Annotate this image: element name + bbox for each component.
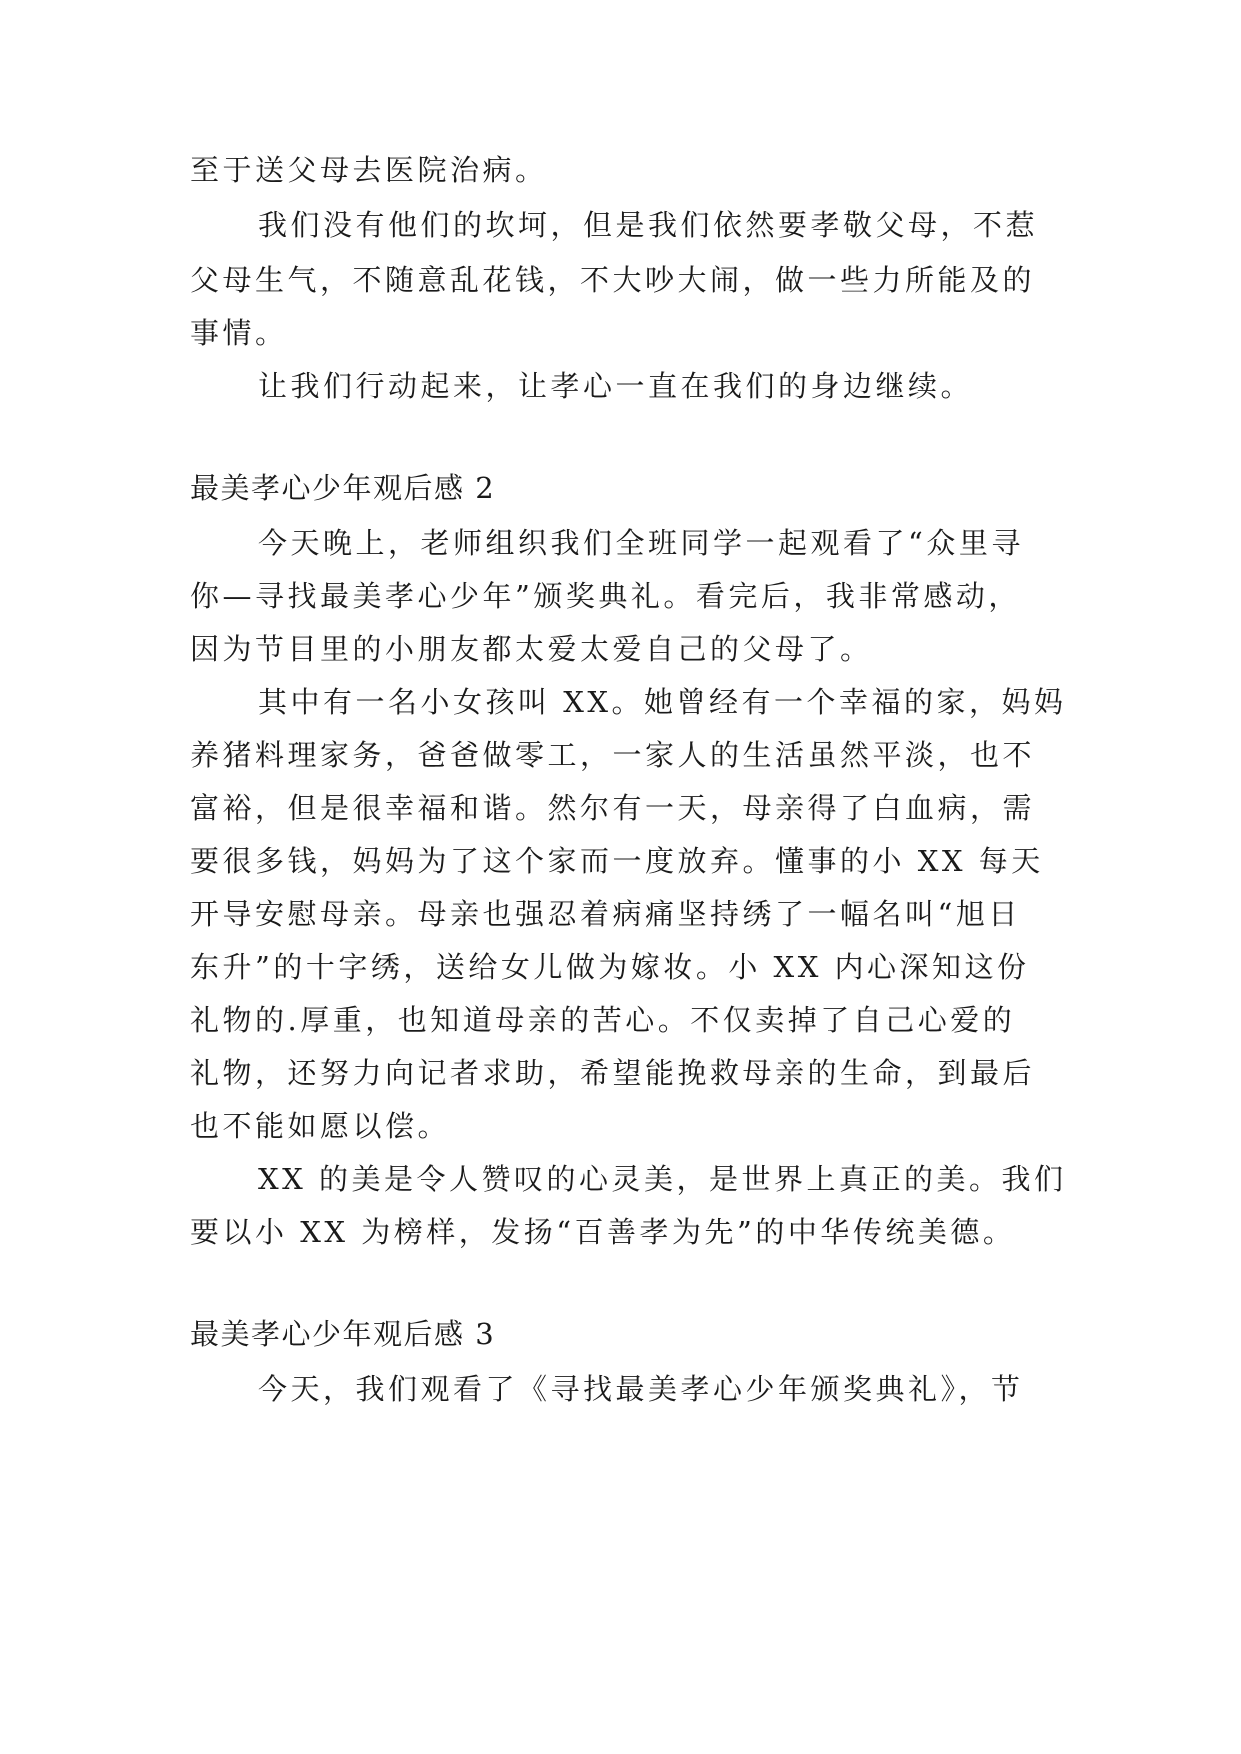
- text-line: 礼物的.厚重，也知道母亲的苦心。不仅卖掉了自己心爱的: [190, 1003, 1016, 1037]
- paragraph-start-line: 今天晚上，老师组织我们全班同学一起观看了“众里寻: [258, 526, 1024, 560]
- text-line: 养猪料理家务，爸爸做零工，一家人的生活虽然平淡，也不: [190, 738, 1036, 772]
- text-line: 你—寻找最美孝心少年”颁奖典礼。看完后，我非常感动，: [190, 579, 1021, 613]
- text-line: 父母生气，不随意乱花钱，不大吵大闹，做一些力所能及的: [190, 263, 1036, 297]
- paragraph-start-line: 我们没有他们的坎坷，但是我们依然要孝敬父母，不惹: [258, 208, 1039, 242]
- text-line: 因为节目里的小朋友都太爱太爱自己的父母了。: [190, 632, 873, 666]
- paragraph-start-line: 今天，我们观看了《寻找最美孝心少年颁奖典礼》，节: [258, 1372, 1024, 1406]
- text-line: 也不能如愿以偿。: [190, 1109, 451, 1143]
- section-heading-3: 最美孝心少年观后感 3: [190, 1317, 496, 1351]
- text-line: 要以小 XX 为榜样，发扬“百善孝为先”的中华传统美德。: [190, 1215, 1016, 1249]
- text-line: 开导安慰母亲。母亲也强忍着病痛坚持绣了一幅名叫“旭日: [190, 897, 1021, 931]
- text-line: 礼物，还努力向记者求助，希望能挽救母亲的生命，到最后: [190, 1056, 1036, 1090]
- section-heading-2: 最美孝心少年观后感 2: [190, 471, 496, 505]
- paragraph-start-line: XX 的美是令人赞叹的心灵美，是世界上真正的美。我们: [258, 1162, 1067, 1196]
- text-line: 东升”的十字绣，送给女儿做为嫁妆。小 XX 内心深知这份: [190, 950, 1030, 984]
- paragraph-start-line: 其中有一名小女孩叫 XX。她曾经有一个幸福的家，妈妈: [258, 685, 1067, 719]
- paragraph-start-line: 让我们行动起来，让孝心一直在我们的身边继续。: [258, 369, 974, 403]
- text-line: 至于送父母去医院治病。: [190, 153, 548, 187]
- text-line: 要很多钱，妈妈为了这个家而一度放弃。懂事的小 XX 每天: [190, 844, 1044, 878]
- text-line: 富裕，但是很幸福和谐。然尔有一天，母亲得了白血病，需: [190, 791, 1036, 825]
- text-line: 事情。: [190, 316, 288, 350]
